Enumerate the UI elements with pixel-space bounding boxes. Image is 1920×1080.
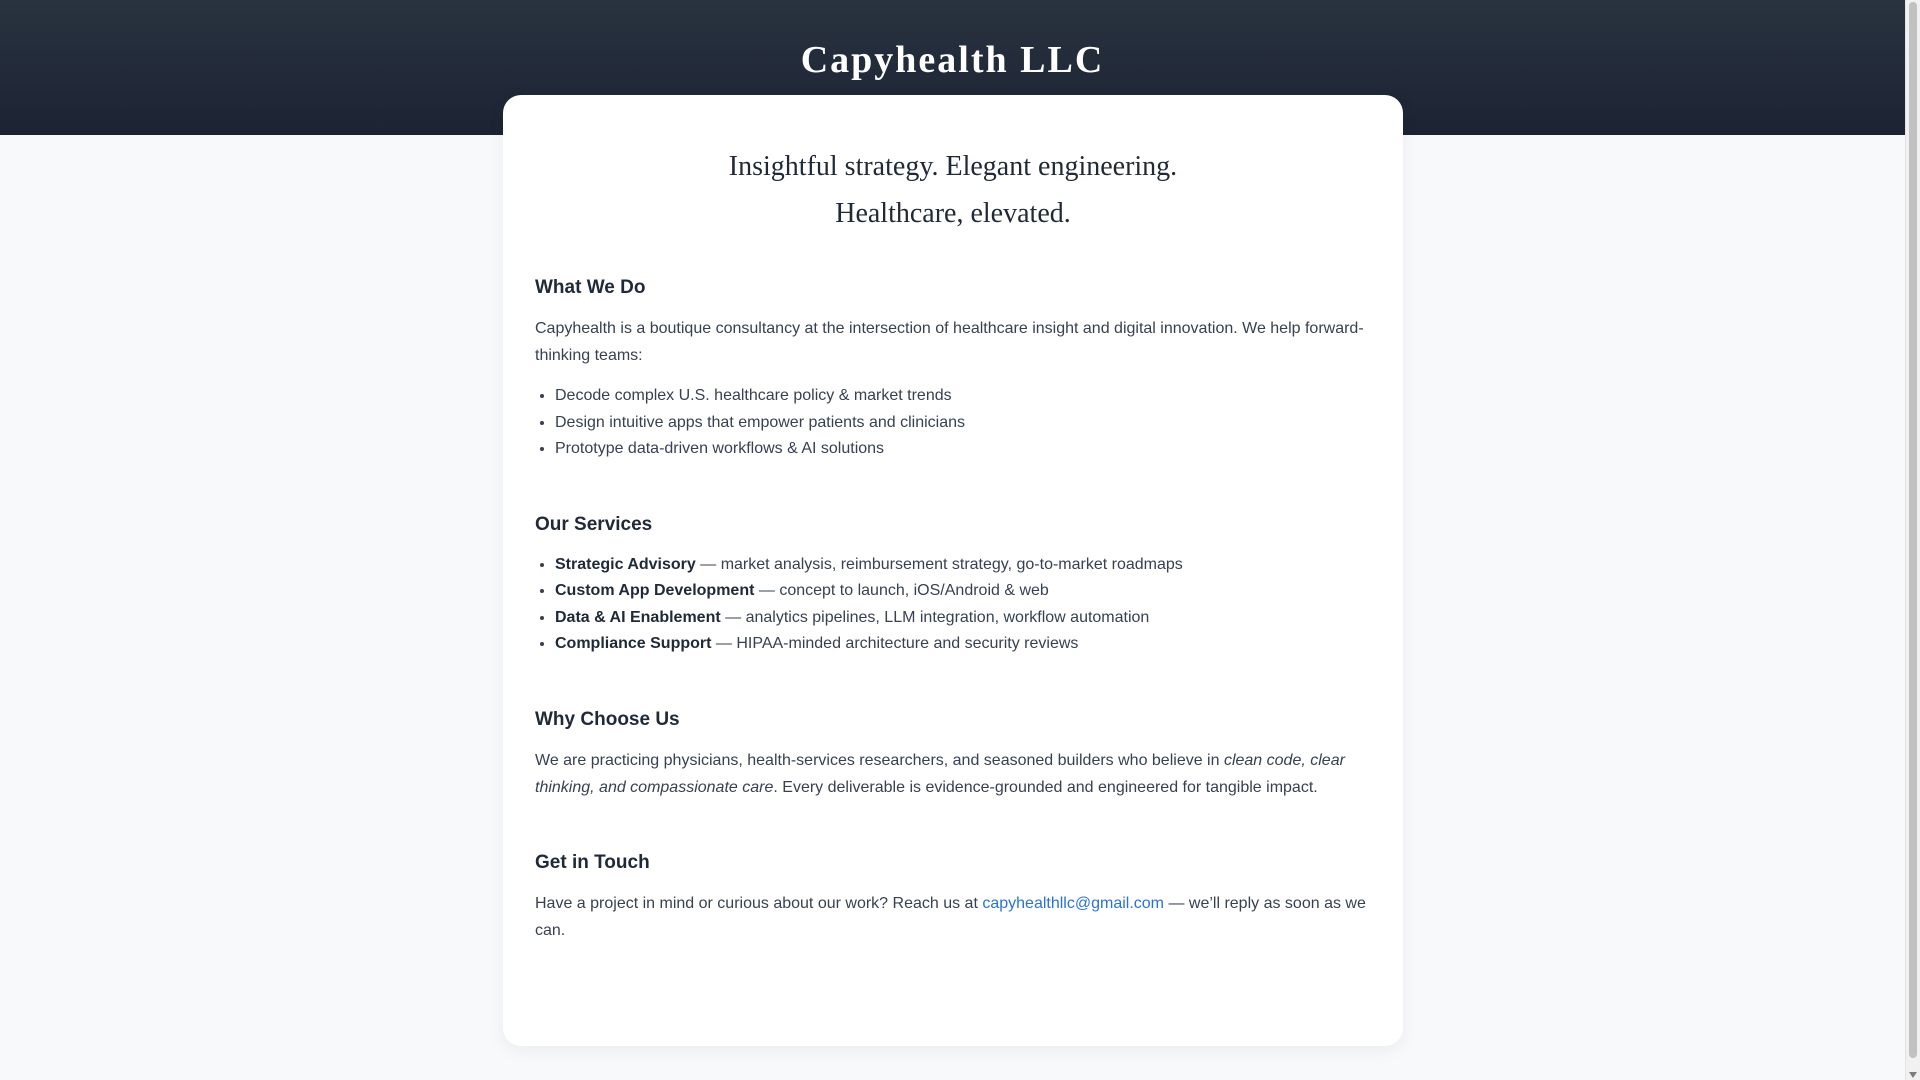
service-term: Strategic Advisory (555, 555, 696, 573)
service-item (555, 605, 1371, 632)
contact-paragraph (535, 890, 1371, 944)
site-title: Capyhealth LLC (800, 39, 1105, 81)
service-item (555, 578, 1371, 605)
content-card (503, 95, 1403, 1046)
service-item (555, 552, 1371, 579)
scrollbar-thumb[interactable] (1909, 2, 1917, 1058)
tagline-line-2: Healthcare, elevated. (835, 198, 1071, 229)
section-heading: Our Services (535, 513, 653, 535)
tagline-line-1: Insightful strategy. Elegant engineering. (728, 151, 1178, 182)
list-item: • Prototype data-driven workflows & AI solutions (555, 436, 1371, 463)
services-list (535, 552, 1371, 658)
what-we-do-list (535, 383, 1371, 463)
section-heading: What We Do (535, 277, 646, 298)
section-what-we-do (535, 277, 1371, 463)
why-paragraph (535, 747, 1371, 801)
service-term: Data & AI Enablement (555, 608, 721, 626)
why-text-end: . Every deliverable is evidence-grounded and engineered for tangible impact. (773, 778, 1318, 796)
contact-text-start: Have a project in mind or curious about our work? Reach us at (535, 894, 983, 912)
service-desc: — analytics pipelines, LLM integration, workflow automation (720, 608, 1150, 626)
service-term: Custom App Development (555, 582, 755, 599)
list-item: • Design intuitive apps that empower patients and clinicians (555, 410, 1371, 437)
hero-tagline (535, 143, 1371, 237)
vertical-scrollbar[interactable] (1905, 0, 1920, 1080)
service-desc: — HIPAA-minded architecture and security reviews (711, 635, 1079, 652)
section-intro: Capyhealth is a boutique consultancy at the intersection of healthcare insight and digital innovation. We help forward-thinking teams: (535, 320, 1364, 364)
list-item: • Decode complex U.S. healthcare policy & market trends (555, 383, 1371, 410)
service-desc: — concept to launch, iOS/Android & web (754, 582, 1049, 599)
service-item (555, 631, 1371, 658)
section-heading: Get in Touch (535, 851, 650, 873)
section-why-choose-us (535, 709, 1371, 801)
email-link[interactable]: capyhealthllc@gmail.com (982, 894, 1164, 912)
why-emphasis: clean code, clear thinking, and compassionate care (535, 751, 1345, 796)
contact-text-end: — we’ll reply as soon as we can. (535, 894, 1366, 939)
service-term: Compliance Support (555, 635, 712, 652)
service-desc: — market analysis, reimbursement strategy, go-to-market roadmaps (695, 555, 1183, 573)
scroll-down-arrow-icon[interactable] (1909, 1072, 1917, 1078)
why-text-start: We are practicing physicians, health-services researchers, and seasoned builders who believe in (535, 751, 1224, 769)
section-get-in-touch (535, 852, 1371, 944)
section-services (535, 514, 1371, 658)
section-heading: Why Choose Us (535, 708, 680, 730)
